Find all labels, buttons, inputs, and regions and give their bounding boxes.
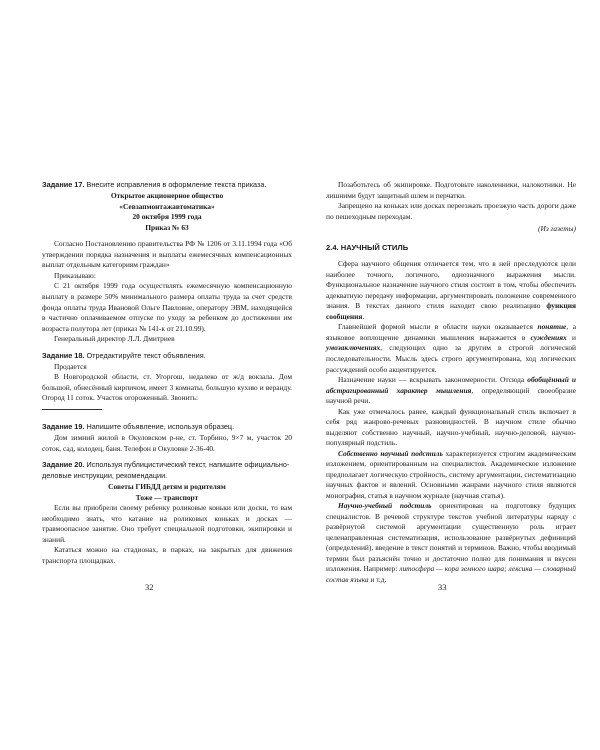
science-para-3: Назначение науки — вскрывать закономерности. Отсюда обобщённый и абстрагированный характер мышления, определяющий своеобразие научной речи.	[326, 375, 576, 406]
science-para-2: Главнейшей формой мысли в области науки оказывается понятие, а языковое воплощение динамики мышления выражается в суждениях и умозаключениях, следующих одно за другим в строгой логической последовательности. Мысль здесь строго аргументирована, ход логических рассуждений особо акцентируется.	[326, 322, 576, 374]
sample-ad: Дом зимний жилой в Окуловском р-не, ст. Торбино, 9×7 м, участок 20 соток, сад, колодец, баня. Телефон в Окуловке 2-36-40.	[42, 433, 292, 453]
article-para-1: Если вы приобрели своему ребенку роликовые коньки или доски, то вам необходимо знать, что катание на роликовых коньках и досках — травмоопасное занятие. Оно требует специальной подготовки, экипировки и знаний.	[42, 503, 292, 544]
section-title: 2.4. НАУЧНЫЙ СТИЛЬ	[326, 242, 409, 252]
page-number-right: 33	[438, 582, 447, 592]
left-column	[42, 180, 292, 566]
right-page	[300, 0, 600, 750]
science-para-6: Научно-учебный подстиль ориентирован на подготовку будущих специалистов. В речевой структуре текстов учебной литературы наряду с развёрнутой системой аргументации существенную роль играет целенаправленная систематизация, использование развёрнутых дефиниций (определений), введение в текст понятий и терминов. Важно, чтобы вводимый термин был разъяснён точно и достаточно полно для понимания и вкусен изложения. Например: литосфера — кора земного шара; лексика — словарный состав языка и т.д.	[326, 501, 576, 584]
task18-heading: Задание 18. Отредактируйте текст объявления.	[42, 350, 206, 360]
ad-for-sale: Продается	[54, 361, 87, 371]
article-title: Советы ГИБДД детям и родителям	[108, 482, 226, 492]
order-signature: Генеральный директор Л.Л. Дмитриев	[54, 334, 175, 344]
page-number-left: 32	[145, 582, 154, 592]
science-para-1: Сфера научного общения отличается тем, что в ней преследуются цели наиболее точного, логичного, однозначного выражения мысли. Функциональное назначение научного стиля состоит в том, чтобы обеспечить адекватную передачу информации, аргументировать положение современного знания. В текстах данного стиля находит свою реализацию функция сообщения.	[326, 259, 576, 321]
org-line1: Открытое акционерное общество	[110, 191, 224, 201]
order-command: Приказываю:	[54, 270, 96, 280]
article-source: (Из газеты)	[538, 224, 576, 234]
article-para-4: Запрещено на коньках или досках переезжать проезжую часть дороги даже по пешеходным переходам.	[326, 201, 576, 221]
right-column	[326, 180, 576, 585]
science-para-5: Собственно научный подстиль характеризуется строгим академическим изложением, ориентированным на специалистов. Академическое изложение предполагает логическую стройность, систему аргументации, систематизацию научных фактов и явлений. Основными жанрами научного стиля являются монография, статья в научном журнале (научная статья).	[326, 448, 576, 500]
task20-heading: Задание 20. Используя публицистический текст, напишите официально-деловые инструкции, рекомендации.	[42, 460, 290, 480]
article-para-3: Позаботьтесь об экипировке. Подготовьте наколенники, налокотники. Не лишними будут защитный шлем и перчатки.	[326, 180, 576, 200]
task19-heading: Задание 19. Напишите объявление, используя образец.	[42, 422, 235, 431]
phone-blank-line	[42, 406, 102, 410]
task17-heading: Задание 17. Внесите исправления в оформление текста приказа.	[42, 180, 267, 189]
org-line2: «Севзапмонтажавтоматика»	[119, 201, 215, 211]
ad-body: В Новгородской области, ст. Угоргош, недалеко от ж/д вокзала. Дом большой, обнесённый кирпичом, имеет 3 комнаты, большую кухню и веранду. Огород 11 соток. Участок огороженный. Звонить:	[42, 372, 292, 403]
article-subtitle: Тоже — транспорт	[135, 492, 199, 502]
order-body: С 21 октября 1999 года осуществлять ежемесячную компенсационную выплату в размере 50% минимального размера оплаты труда за счет средств фонда оплаты труда Ивановой Ольге Павловне, оператору ЭВМ, находящейся в частично оплачиваемом отпуске по уходу за ребенком до достижении им возраста полутора лет (приказ № 141-к от 21.10.99).	[42, 281, 292, 333]
science-para-4: Как уже отмечалось ранее, каждый функциональный стиль включает в себя ряд жанрово-речевых разновидностей. В научном стиле обычно выделяют собственно научный, научно-учебный, научно-деловой, научно-популярный подстиль.	[326, 406, 576, 448]
order-date: 20 октября 1999 года	[132, 212, 202, 222]
order-preamble: Согласно Постановлению правительства РФ № 1206 от 3.11.1994 года «Об утверждении порядка назначения и выплаты ежемесячных компенсационных выплат отдельным категориям граждан»	[42, 239, 292, 270]
order-number: Приказ № 63	[145, 222, 189, 232]
article-para-2: Кататься можно на стадионах, в парках, на закрытых для движения транспорта площадках.	[42, 545, 292, 565]
